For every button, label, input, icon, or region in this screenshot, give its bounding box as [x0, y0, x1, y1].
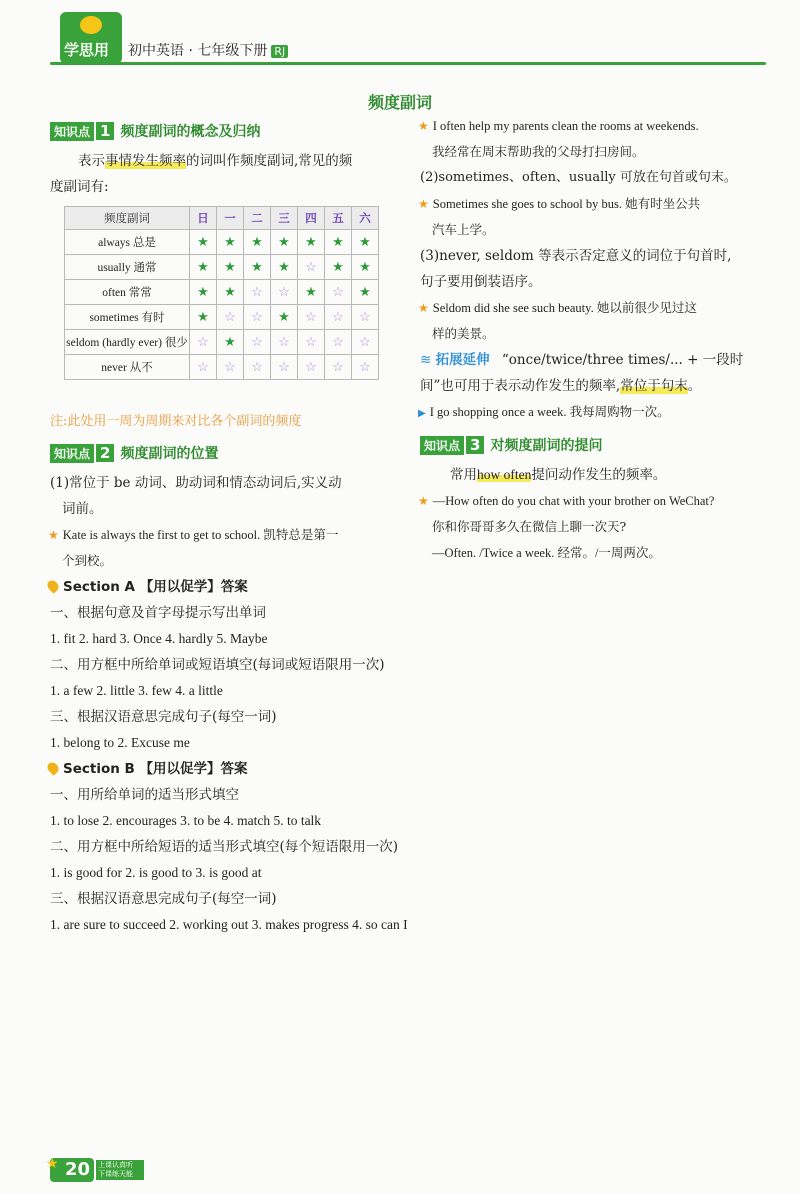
frequency-cell [325, 355, 352, 380]
frequency-cell [190, 230, 217, 255]
empty-star-icon: ☆ [332, 309, 344, 324]
empty-star-icon: ☆ [224, 309, 236, 324]
mascot-icon [80, 16, 102, 34]
frequency-cell [244, 355, 271, 380]
frequency-cell [217, 305, 244, 330]
empty-star-icon: ☆ [305, 309, 317, 324]
table-row [65, 230, 379, 255]
kp-badge: 知识点 [50, 444, 94, 463]
kp-badge: 知识点 [50, 122, 94, 141]
section-a-q3-title: 三、根据汉语意思完成句子(每空一词) [50, 709, 277, 725]
frequency-cell [325, 255, 352, 280]
table-header-day: 一 [217, 207, 244, 230]
section-b-q2-title: 二、用方框中所给短语的适当形式填空(每个短语限用一次) [50, 839, 399, 855]
table-header-day: 六 [352, 207, 379, 230]
filled-star-icon: ★ [278, 309, 290, 324]
page-title: 频度副词 [367, 93, 432, 112]
example-text: Kate is always the first to get to school. 凯特总是第一 [62, 528, 339, 542]
empty-star-icon: ☆ [332, 334, 344, 349]
kp-number: 3 [466, 436, 484, 454]
filled-star-icon: ★ [359, 259, 371, 274]
kp3-text-part: 提问动作发生的频率。 [531, 467, 667, 483]
empty-star-icon: ☆ [359, 309, 371, 324]
table-header-day: 二 [244, 207, 271, 230]
dialogue-answer: —Often. /Twice a week. 经常。/一周两次。 [432, 546, 661, 560]
adverb-label: seldom (hardly ever) 很少 [65, 330, 190, 355]
kp-number: 2 [96, 444, 114, 462]
right-example-3 [418, 295, 697, 321]
frequency-cell [244, 230, 271, 255]
header-divider [50, 62, 766, 65]
section-b-q2-answers: 1. is good for 2. is good to 3. is good at [50, 865, 262, 880]
adverb-label: usually 通常 [65, 255, 190, 280]
frequency-cell [325, 280, 352, 305]
filled-star-icon: ★ [305, 234, 317, 249]
kp-title: 对频度副词的提问 [490, 438, 603, 454]
knowledge-point-3-heading [420, 435, 602, 455]
frequency-cell [325, 305, 352, 330]
frequency-cell [244, 330, 271, 355]
frequency-cell [325, 230, 352, 255]
kp2-example-line2: 个到校。 [62, 553, 113, 568]
right-p3-line2: 句子要用倒装语序。 [420, 274, 542, 290]
empty-star-icon: ☆ [197, 334, 209, 349]
filled-star-icon: ★ [305, 284, 317, 299]
frequency-cell [325, 330, 352, 355]
empty-star-icon: ☆ [251, 309, 263, 324]
knowledge-point-2-heading [50, 443, 218, 463]
kp1-intro-line1 [78, 148, 352, 174]
filled-star-icon: ★ [197, 234, 209, 249]
empty-star-icon: ☆ [359, 334, 371, 349]
frequency-cell [298, 355, 325, 380]
footer-tag: 上课认真听 下课练天能 [96, 1160, 144, 1180]
filled-star-icon: ★ [224, 259, 236, 274]
frequency-cell [271, 230, 298, 255]
frequency-cell [298, 330, 325, 355]
dialogue-text: —How often do you chat with your brother on WeChat? [432, 494, 715, 508]
empty-star-icon: ☆ [359, 359, 371, 374]
frequency-cell [244, 280, 271, 305]
right-example-3-line2: 样的美景。 [432, 326, 495, 341]
frequency-cell [352, 330, 379, 355]
empty-star-icon: ☆ [197, 359, 209, 374]
right-example-4 [418, 399, 670, 427]
logo-text: 学思用 [64, 41, 110, 59]
table-row [65, 280, 379, 305]
section-a-q2-title: 二、用方框中所给单词或短语填空(每词或短语限用一次) [50, 657, 385, 673]
frequency-cell [271, 280, 298, 305]
frequency-cell [271, 305, 298, 330]
empty-star-icon: ☆ [251, 334, 263, 349]
extension-text: “once/twice/three times/... + 一段时 [501, 352, 744, 368]
frequency-cell [271, 330, 298, 355]
filled-star-icon: ★ [278, 234, 290, 249]
filled-star-icon: ★ [278, 259, 290, 274]
adverb-label: never 从不 [65, 355, 190, 380]
kp2-example [48, 522, 338, 548]
adverb-label: sometimes 有时 [65, 305, 190, 330]
frequency-cell [244, 305, 271, 330]
empty-star-icon: ☆ [305, 359, 317, 374]
table-row [65, 305, 379, 330]
table-header-day: 五 [325, 207, 352, 230]
table-header-day: 日 [190, 207, 217, 230]
filled-star-icon: ★ [224, 284, 236, 299]
frequency-cell [190, 355, 217, 380]
dialogue-question [418, 488, 714, 514]
frequency-cell [298, 255, 325, 280]
kp2-p1-line1: (1)常位于 be 动词、助动词和情态动词后,实义动 [50, 475, 342, 491]
empty-star-icon: ☆ [305, 334, 317, 349]
right-example-1 [418, 113, 699, 139]
section-a-heading [48, 574, 248, 600]
wifi-icon: ≋ [420, 352, 432, 368]
frequency-cell [298, 230, 325, 255]
page-number: 20 [50, 1158, 94, 1182]
frequency-cell [352, 280, 379, 305]
frequency-cell [352, 230, 379, 255]
filled-star-icon: ★ [224, 234, 236, 249]
example-text: I often help my parents clean the rooms at weekends. [432, 119, 699, 133]
empty-star-icon: ☆ [305, 259, 317, 274]
section-a-q1-answers: 1. fit 2. hard 3. Once 4. hardly 5. Maybe [50, 631, 268, 646]
section-b-heading [48, 756, 248, 782]
empty-star-icon: ☆ [224, 359, 236, 374]
right-example-2 [418, 191, 700, 217]
empty-star-icon: ☆ [251, 284, 263, 299]
filled-star-icon: ★ [197, 309, 209, 324]
frequency-cell [271, 255, 298, 280]
star-icon: ★ [48, 528, 59, 542]
frequency-cell [352, 255, 379, 280]
knowledge-point-1-heading [50, 121, 260, 141]
filled-star-icon: ★ [251, 234, 263, 249]
filled-star-icon: ★ [359, 234, 371, 249]
frequency-cell [217, 330, 244, 355]
kp1-intro-line2: 度副词有: [50, 179, 109, 195]
star-icon: ★ [418, 494, 429, 508]
extension-block [420, 347, 743, 373]
filled-star-icon: ★ [332, 259, 344, 274]
frequency-cell [244, 255, 271, 280]
extension-line2 [420, 373, 701, 399]
kp-number: 1 [96, 122, 114, 140]
table-header-label: 频度副词 [65, 207, 190, 230]
triangle-bullet-icon: ▶ [418, 408, 426, 419]
section-b-q1-answers: 1. to lose 2. encourages 3. to be 4. match 5. to talk [50, 813, 322, 828]
frequency-cell [190, 255, 217, 280]
adverb-label: often 常常 [65, 280, 190, 305]
star-icon: ★ [418, 119, 429, 133]
section-a-q1-title: 一、根据句意及首字母提示写出单词 [50, 605, 266, 621]
frequency-cell [217, 255, 244, 280]
frequency-cell [352, 305, 379, 330]
kp2-p1-line2: 词前。 [62, 501, 103, 517]
section-b-q3-answers: 1. are sure to succeed 2. working out 3. makes progress 4. so can I [50, 917, 408, 932]
star-icon: ★ [418, 301, 429, 315]
section-b-q3-title: 三、根据汉语意思完成句子(每空一词) [50, 891, 277, 907]
location-pin-icon [45, 578, 61, 594]
empty-star-icon: ☆ [251, 359, 263, 374]
filled-star-icon: ★ [197, 259, 209, 274]
filled-star-icon: ★ [251, 259, 263, 274]
example-text: I go shopping once a week. 我每周购物一次。 [429, 405, 670, 419]
frequency-cell [298, 280, 325, 305]
frequency-table [64, 206, 379, 380]
star-icon: ★ [46, 1156, 59, 1172]
table-header-row [65, 207, 379, 230]
intro-highlight: 事情发生频率 [105, 153, 186, 169]
empty-star-icon: ☆ [332, 284, 344, 299]
frequency-cell [217, 280, 244, 305]
frequency-cell [352, 355, 379, 380]
kp-title: 频度副词的位置 [120, 446, 219, 462]
section-b-q1-title: 一、用所给单词的适当形式填空 [50, 787, 239, 803]
table-header-day: 四 [298, 207, 325, 230]
table-row [65, 355, 379, 380]
empty-star-icon: ☆ [332, 359, 344, 374]
section-title: Section B 【用以促学】答案 [63, 761, 248, 777]
frequency-cell [298, 305, 325, 330]
right-p3-line1: (3)never, seldom 等表示否定意义的词位于句首时, [420, 248, 732, 264]
book-title-text: 初中英语 · 七年级下册 [128, 43, 268, 59]
adverb-label: always 总是 [65, 230, 190, 255]
frequency-cell [217, 230, 244, 255]
location-pin-icon [45, 760, 61, 776]
filled-star-icon: ★ [359, 284, 371, 299]
section-a-q3-answers: 1. belong to 2. Excuse me [50, 735, 190, 750]
example-text: Sometimes she goes to school by bus. 她有时坐公共 [432, 197, 701, 211]
intro-text: 的词叫作频度副词,常见的频 [186, 153, 353, 169]
brand-logo [60, 12, 122, 64]
frequency-cell [190, 330, 217, 355]
frequency-cell [190, 305, 217, 330]
book-title [128, 40, 288, 60]
frequency-cell [190, 280, 217, 305]
dialogue-question-cn: 你和你哥哥多久在微信上聊一次天? [432, 519, 627, 534]
right-example-1-cn: 我经常在周末帮助我的父母打扫房间。 [432, 144, 645, 159]
table-row [65, 255, 379, 280]
frequency-cell [217, 355, 244, 380]
empty-star-icon: ☆ [278, 359, 290, 374]
table-note: 注:此处用一周为周期来对比各个副词的频度 [50, 414, 302, 429]
example-text: Seldom did she see such beauty. 她以前很少见过这 [432, 301, 697, 315]
right-example-2-line2: 汽车上学。 [432, 222, 495, 237]
filled-star-icon: ★ [224, 334, 236, 349]
extension-text: 。 [687, 378, 702, 394]
star-icon: ★ [418, 197, 429, 211]
kp-title: 频度副词的概念及归纳 [120, 124, 261, 140]
filled-star-icon: ★ [332, 234, 344, 249]
kp3-text-part: 常用 [450, 467, 477, 483]
table-row [65, 330, 379, 355]
edition-badge: RJ [271, 45, 288, 58]
section-title: Section A 【用以促学】答案 [63, 579, 248, 595]
kp3-highlight: how often [477, 467, 532, 482]
empty-star-icon: ☆ [278, 284, 290, 299]
table-header-day: 三 [271, 207, 298, 230]
kp-badge: 知识点 [420, 436, 464, 455]
extension-highlight: 常位于句末 [620, 378, 688, 394]
section-a-q2-answers: 1. a few 2. little 3. few 4. a little [50, 683, 223, 698]
kp3-text [450, 462, 666, 488]
extension-text: 间”也可用于表示动作发生的频率, [420, 378, 621, 394]
filled-star-icon: ★ [197, 284, 209, 299]
right-p2: (2)sometimes、often、usually 可放在句首或句末。 [420, 170, 737, 185]
frequency-cell [271, 355, 298, 380]
intro-text: 表示 [78, 153, 105, 169]
empty-star-icon: ☆ [278, 334, 290, 349]
extension-label: 拓展延伸 [435, 352, 490, 368]
